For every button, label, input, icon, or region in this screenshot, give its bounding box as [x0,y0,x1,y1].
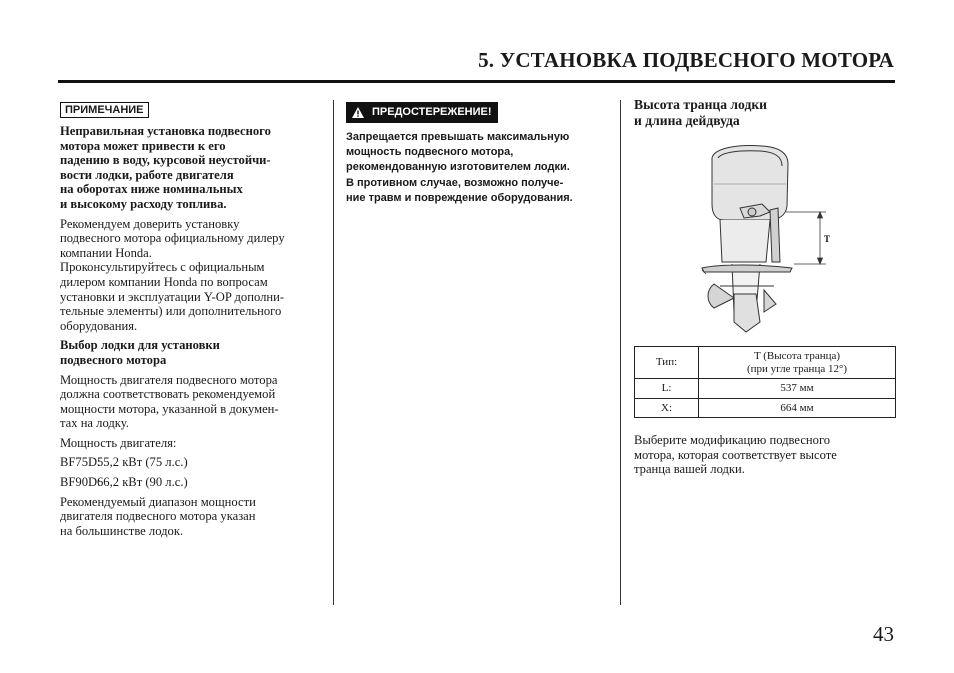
text-line: подвесного мотора официальному дилеру [60,231,285,246]
warning-label [346,102,498,123]
text-line: на большинстве лодок. [60,523,184,538]
table-cell: L: [635,379,699,399]
engine-power: 55,2 кВт (75 л.с.) [97,455,188,470]
text-line: T (Высота транца) [753,350,841,362]
text-line: Рекомендуем доверить установку [60,216,240,231]
text-line: падению в воду, курсовой неустойчи- [60,153,271,168]
text-line: Мощность двигателя подвесного мотора [60,372,278,387]
table-cell: 537 мм [699,379,896,399]
warning-column [346,102,610,206]
note-paragraph [60,217,322,334]
text-line: и высокому расходу топлива. [60,196,227,211]
table-row [635,398,896,418]
text-line: Запрещается превышать максимальную [346,131,570,143]
note-bold-text [60,124,322,212]
table-cell: Тип: [635,347,699,379]
warning-text [346,130,610,206]
text-line: оборудования. [60,318,138,333]
text-line: подвесного мотора [60,352,167,367]
engine-power: 66,2 кВт (90 л.с.) [97,475,188,490]
engine-model: BF75D: [60,455,101,470]
warning-label-text: ПРЕДОСТЕРЕЖЕНИЕ! [372,106,492,118]
text-line: установки и эксплуатации Y-OP дополни- [60,289,285,304]
text-line: мощность подвесного мотора, [346,146,514,159]
text-line: Проконсультируйтесь с официальным [60,260,265,275]
text-line: мотора может привести к его [60,138,226,153]
table-cell: X: [635,398,699,418]
boat-selection-title [60,338,322,367]
transom-spec-table [634,346,896,418]
text-line: компании Honda. [60,245,152,260]
text-line: рекомендованную изготовителем лодки. [346,161,570,174]
text-line: тах на лодку. [60,416,129,431]
table-cell [699,347,896,379]
table-row [635,379,896,399]
note-label: ПРИМЕЧАНИЕ [60,102,149,118]
text-line: (при угле транца 12°) [746,362,848,375]
table-cell: 664 мм [699,398,896,418]
text-line: вости лодки, работе двигателя [60,167,234,182]
text-line: на оборотах ниже номинальных [60,182,243,197]
engine-row-bf90d [60,475,322,490]
engine-model: BF90D: [60,475,101,490]
power-range-paragraph [60,495,322,539]
note-column [60,102,322,543]
outboard-motor-diagram [700,144,860,334]
power-label: Мощность двигателя: [60,435,177,450]
warning-triangle-icon [352,107,364,118]
page-number: 43 [873,622,894,646]
page-title: 5. УСТАНОВКА ПОДВЕСНОГО МОТОРА [478,48,894,72]
column-divider-left [333,100,334,605]
text-line: Выберите модификацию подвесного [634,433,831,447]
text-line: В противном случае, возможно получе- [346,176,564,189]
text-line: мотора, которая соответствует высоте [634,447,837,462]
transom-column [634,97,896,477]
text-line: Выбор лодки для установки [60,338,220,353]
transom-height-label: T [824,234,831,244]
text-line: Высота транца лодки [634,97,768,112]
boat-selection-paragraph [60,373,322,431]
text-line: Неправильная установка подвесного [60,124,271,138]
text-line: и длина дейдвуда [634,113,740,128]
transom-title [634,97,896,129]
column-divider-right [620,100,621,605]
text-line: ние травм и повреждение оборудования. [346,191,573,204]
text-line: Рекомендуемый диапазон мощности [60,494,256,509]
engine-row-bf75d [60,455,322,470]
header-rule [58,80,895,83]
text-line: тельные элементы) или дополнительного [60,304,282,319]
text-line: двигателя подвесного мотора указан [60,509,256,524]
table-row [635,347,896,379]
text-line: мощности мотора, указанной в докумен- [60,401,279,416]
transom-paragraph [634,433,896,477]
text-line: транца вашей лодки. [634,462,745,477]
text-line: дилером компании Honda по вопросам [60,274,268,289]
text-line: должна соответствовать рекомендуемой [60,387,276,402]
